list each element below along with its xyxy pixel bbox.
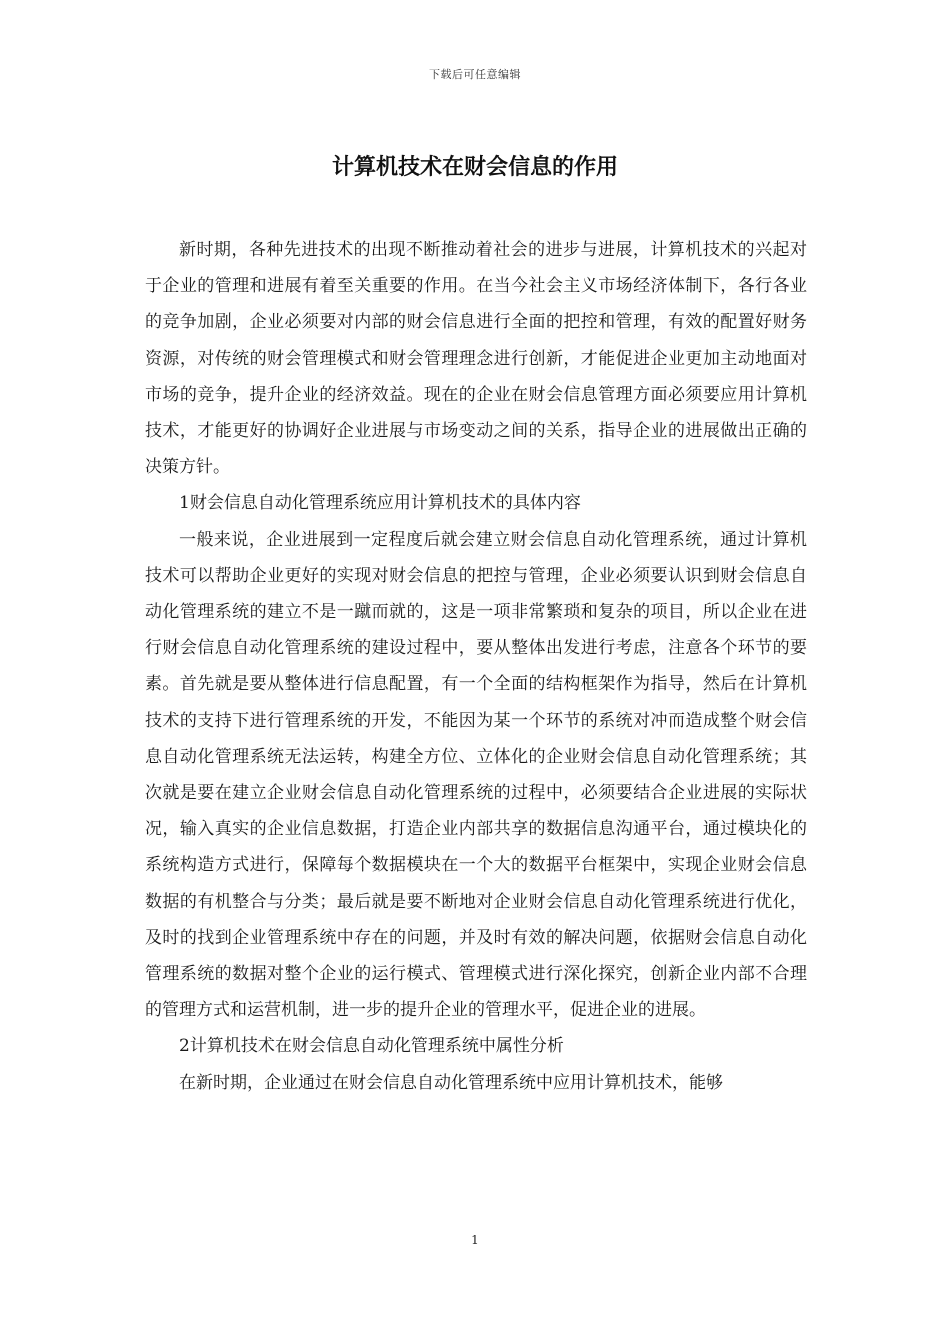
document-title: 计算机技术在财会信息的作用 <box>331 155 618 180</box>
paragraph-intro: 新时期，各种先进技术的出现不断推动着社会的进步与进展，计算机技术的兴起对于企业的管理和进展有着至关重要的作用。在当今社会主义市场经济体制下，各行各业的竞争加剧，企业必须要对内部的财会信息进行全面的把控和管理，有效的配置好财务资源，对传统的财会管理模式和财会管理理念进行创新，才能促进企业更加主动地面对市场的竞争，提升企业的经济效益。现在的企业在财会信息管理方面必须要应用计算机技术，才能更好的协调好企业进展与市场变动之间的关系，指导企业的进展做出正确的决策方针。 <box>145 240 807 478</box>
document-body <box>145 232 807 1101</box>
page-number: 1 <box>471 1233 479 1247</box>
page-header-note: 下载后可任意编辑 <box>429 68 521 81</box>
section-heading-2: 2计算机技术在财会信息自动化管理系统中属性分析 <box>179 1036 564 1057</box>
paragraph-section-1: 一般来说，企业进展到一定程度后就会建立财会信息自动化管理系统，通过计算机技术可以帮助企业更好的实现对财会信息的把控与管理，企业必须要认识到财会信息自动化管理系统的建立不是一蹴而就的，这是一项非常繁琐和复杂的项目，所以企业在进行财会信息自动化管理系统的建设过程中，要从整体出发进行考虑，注意各个环节的要素。首先就是要从整体进行信息配置，有一个全面的结构框架作为指导，然后在计算机技术的支持下进行管理系统的开发，不能因为某一个环节的系统对冲而造成整个财会信息自动化管理系统无法运转，构建全方位、立体化的企业财会信息自动化管理系统；其次就是要在建立企业财会信息自动化管理系统的过程中，必须要结合企业进展的实际状况，输入真实的企业信息数据，打造企业内部共享的数据信息沟通平台，通过模块化的系统构造方式进行，保障每个数据模块在一个大的数据平台框架中，实现企业财会信息数据的有机整合与分类；最后就是要不断地对企业财会信息自动化管理系统进行优化，及时的找到企业管理系统中存在的问题，并及时有效的解决问题，依据财会信息自动化管理系统的数据对整个企业的运行模式、管理模式进行深化探究，创新企业内部不合理的管理方式和运营机制，进一步的提升企业的管理水平，促进企业的进展。 <box>145 529 807 1021</box>
paragraph-section-2: 在新时期，企业通过在财会信息自动化管理系统中应用计算机技术，能够 <box>179 1072 723 1093</box>
section-heading-1: 1财会信息自动化管理系统应用计算机技术的具体内容 <box>179 493 581 514</box>
